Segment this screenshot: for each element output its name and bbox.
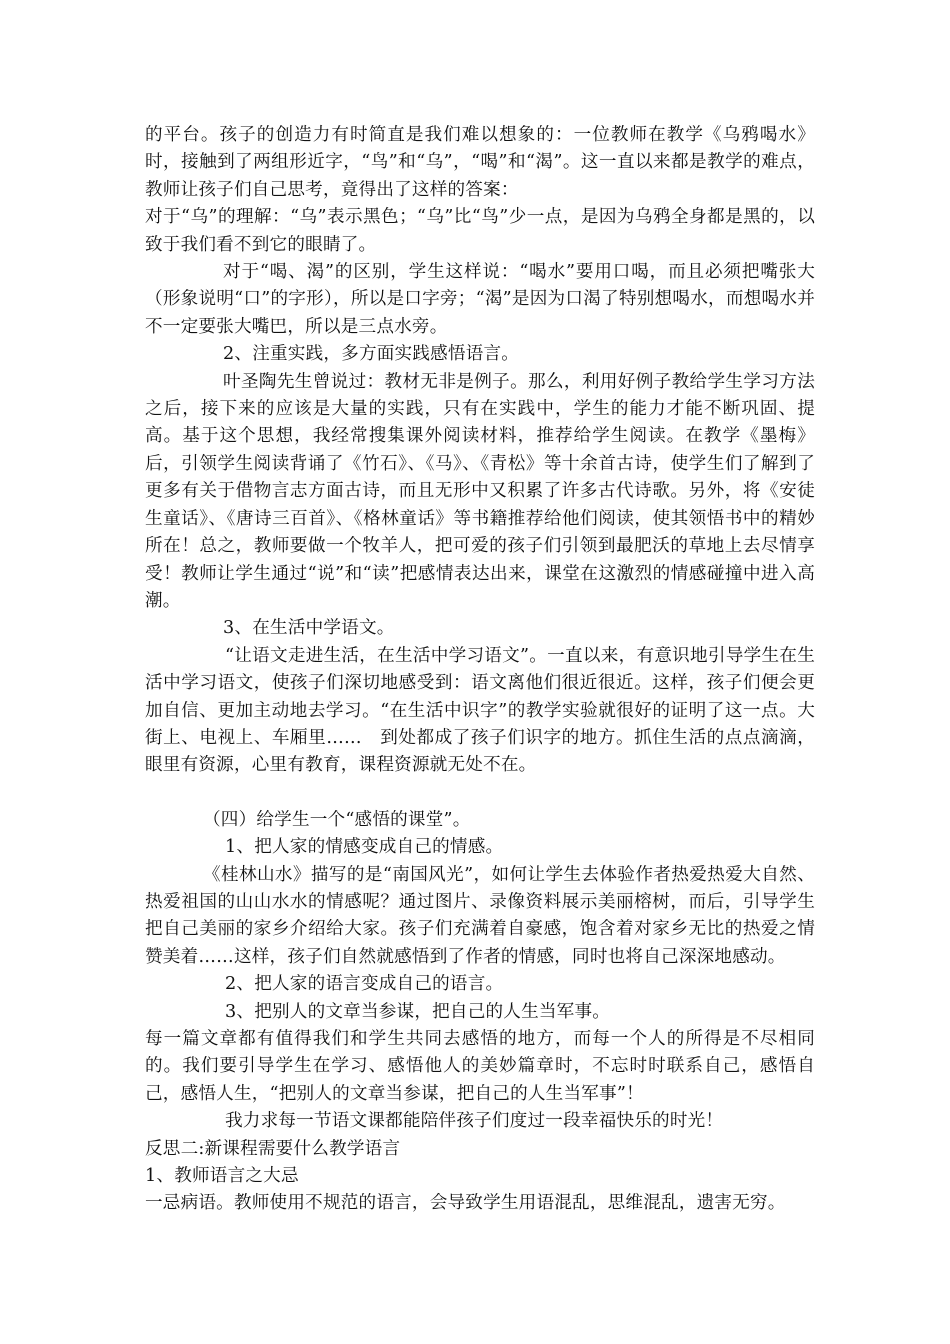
section-heading: 3、把别人的文章当参谋，把自己的人生当军事。: [225, 1001, 611, 1022]
section-heading: 1、教师语言之大忌: [145, 1166, 299, 1187]
paragraph: 一忌病语。教师使用不规范的语言，会导致学生用语混乱，思维混乱，遗害无穷。: [145, 1193, 786, 1214]
section-heading: 3、在生活中学语文。: [223, 618, 395, 639]
section-heading: 2、注重实践，多方面实践感悟语言。: [223, 344, 520, 365]
paragraph: 我力求每一节语文课都能陪伴孩子们度过一段幸福快乐的时光！: [225, 1111, 724, 1132]
section-heading: 1、把人家的情感变成自己的情感。: [225, 837, 504, 858]
section-heading: 2、把人家的语言变成自己的语言。: [225, 974, 504, 995]
blank-line: [145, 780, 815, 807]
paragraph: 每一篇文章都有值得我们和学生共同去感悟的地方，而每一个人的所得是不尽相同的。我们要引导学生在学习、感悟他人的美妙篇章时，不忘时时联系自己，感悟自己，感悟人生，“把别人的文章当参谋，把自己的人生当军事”！: [145, 1029, 815, 1104]
section-heading: （四）给学生一个“感悟的课堂”。: [203, 809, 471, 830]
paragraph: “让语文走进生活，在生活中学习语文”。一直以来，有意识地引导学生在生活中学习语文，使孩子们深切地感受到：语文离他们很近很近。这样，孩子们便会更加自信、更加主动地去学习。“在生活中识字”的教学实验就很好的证明了这一点。大街上、电视上、车厢里…… 到处都成了孩子们识字的地方。抓住生活的点点滴滴，眼里有资源，心里有教育，课程资源就无处不在。: [145, 645, 815, 776]
section-heading: 反思二:新课程需要什么教学语言: [145, 1138, 401, 1159]
paragraph: 对于“乌”的理解：“乌”表示黑色；“乌”比“鸟”少一点，是因为乌鸦全身都是黑的，以致于我们看不到它的眼睛了。: [145, 207, 815, 255]
paragraph: 的平台。孩子的创造力有时简直是我们难以想象的：一位教师在教学《乌鸦喝水》时，接触到了两组形近字，“鸟”和“乌”，“喝”和“渴”。这一直以来都是教学的难点，教师让孩子们自己思考，竟得出了这样的答案：: [145, 125, 815, 200]
paragraph: 叶圣陶先生曾说过：教材无非是例子。那么，利用好例子教给学生学习方法之后，接下来的应该是大量的实践，只有在实践中，学生的能力才能不断巩固、提高。基于这个思想，我经常搜集课外阅读材料，推荐给学生阅读。在教学《墨梅》后，引领学生阅读背诵了《竹石》、《马》、《青松》等十余首古诗，使学生们了解到了更多有关于借物言志方面古诗，而且无形中又积累了许多古代诗歌。另外，将《安徒生童话》、《唐诗三百首》、《格林童话》等书籍推荐给他们阅读，使其领悟书中的精妙所在！总之，教师要做一个牧羊人，把可爱的孩子们引领到最肥沃的草地上去尽情享受！教师让学生通过“说”和“读”把感情表达出来，课堂在这激烈的情感碰撞中进入高潮。: [145, 371, 815, 611]
paragraph: 对于“喝、渴”的区别，学生这样说：“喝水”要用口喝，而且必须把嘴张大（形象说明“口”的字形），所以是口字旁；“渴”是因为口渴了特别想喝水，而想喝水并不一定要张大嘴巴，所以是三点水旁。: [145, 262, 815, 337]
document-body: [145, 122, 815, 1218]
paragraph: 《桂林山水》描写的是“南国风光”，如何让学生去体验作者热爱热爱大自然、热爱祖国的山山水水的情感呢？通过图片、录像资料展示美丽榕树，而后，引导学生把自己美丽的家乡介绍给大家。孩子们充满着自豪感，饱含着对家乡无比的热爱之情赞美着……这样，孩子们自然就感悟到了作者的情感，同时也将自己深深地感动。: [145, 864, 815, 967]
